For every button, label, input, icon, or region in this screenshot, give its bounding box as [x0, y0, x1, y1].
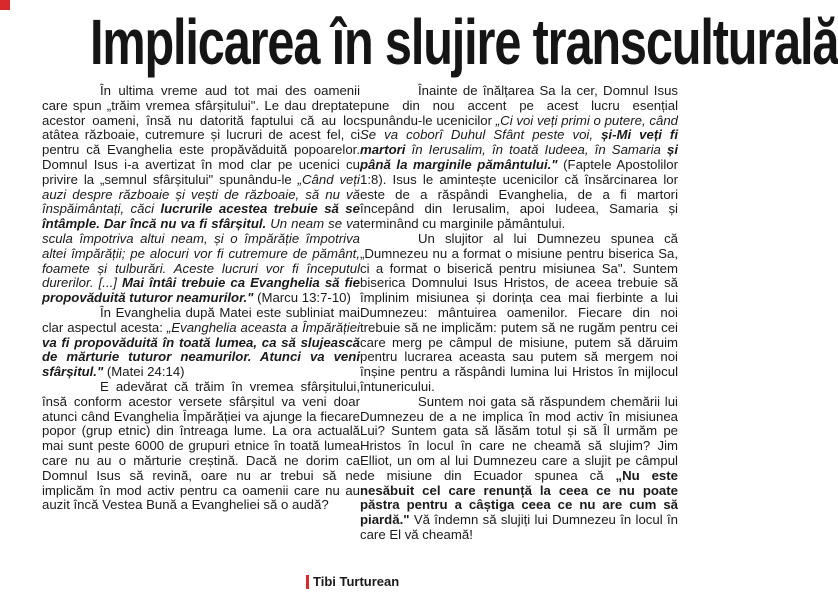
paragraph — [360, 84, 678, 232]
quote-text: Un neam se va scula împotriva altui neam, și o împărăție împotriva altei împărății; pe alocuri vor fi cutremure de pământ, foamete și tulburări. Aceste lucruri vor fi începutul durerilor. [...] — [42, 216, 360, 291]
quote-text: în Ierusalim, în toată Iudeea, în Samaria — [405, 142, 667, 158]
quote-text: „Când veți auzi despre războaie și vești de războaie, să nu vă înspăimântați — [42, 171, 360, 217]
emphasis-text: Mai întâi trebuie ca Evanghelia să fie propovăduită tuturor neamurilor." — [42, 275, 360, 306]
left-column — [42, 84, 360, 584]
article-title: Implicarea în slujire transculturală — [90, 6, 838, 78]
right-column — [360, 84, 678, 584]
paragraph: E adevărat că trăim în vremea sfârșitului, însă conform acestor versete sfârșitul va veni doar atunci când Evanghelia Împărăției va ajunge la fiecare popor (grup etnic) din întreaga lume. La ora actuală mai sunt peste 6000 de grupuri etnice în toată lumea care nu au o mărturie creștină. Dacă ne dorim ca Domnul Isus să revină, oare nu ar trebui să ne implicăm în mod activ pentru ca oamenii care nu au auzit încă Vestea Bună a Evangheliei să o audă? — [42, 378, 360, 513]
paragraph — [42, 306, 360, 380]
reference-text: (Matei 24:14) — [103, 364, 185, 380]
quote-text: „Ci voi veți primi o putere, când Se va coborî Duhul Sfânt peste voi, — [360, 112, 678, 143]
text-run: (Faptele Apostolilor 1:8). Isus le amintește ucenicilor că însărcinarea lor este de a răspândi Evanghelia, de a fi martori începând din Ierusalim, apoi Iudeea, Samaria și terminând cu marginile pământului. — [360, 156, 678, 232]
emphasis-text: „Nu este nesăbuit cel care renunță la ceea ce nu poate păstra pentru a câștiga ceea ce nu are cum să piardă." — [360, 467, 678, 528]
emphasis-text: și-Mi veți fi martori — [360, 127, 678, 158]
paragraph — [360, 395, 678, 543]
corner-accent — [0, 0, 10, 10]
text-run: În Evanghelia după Matei este subliniat mai clar aspectul acesta: — [42, 304, 360, 335]
emphasis-text: va fi propovăduită în toată lumea, ca să slujească de mărturie tuturor neamurilor. Atunci va veni sfârșitul." — [42, 334, 360, 380]
emphasis-text: lucrurile acestea trebuie să se întâmple. Dar încă nu va fi sfârșitul. — [42, 201, 360, 232]
text-run: În ultima vreme aud tot mai des oamenii care spun „trăim vremea sfârșitului". Le dau dreptate acestor oameni, însă nu datorită faptului că au loc atâtea războaie, cutremure și lucruri de acest fel, ci pentru că Evanghelia este propăvăduită popoarelor. Domnul Isus i-a avertizat în mod clar pe ucenici cu privire la „semnul sfârșitului" spunându-le — [42, 83, 360, 187]
emphasis-text: și până la marginile pământului." — [360, 142, 678, 172]
author-accent-bar — [306, 575, 309, 589]
text-run: Vă îndemn să slujiți lui Dumnezeu în locul în care El vă cheamă! — [360, 512, 678, 542]
quote-text: „Evanghelia aceasta a Împărăției — [166, 319, 360, 335]
paragraph — [42, 84, 360, 306]
text-run: Înainte de înălțarea Sa la cer, Domnul Isus pune din nou accent pe acest lucru esențial spunându-le ucenicilor — [360, 83, 678, 128]
author-byline — [306, 574, 399, 589]
author-name: Tibi Turturean — [313, 574, 400, 589]
article-body — [42, 84, 678, 584]
text-run: Suntem noi gata să răspundem chemării lui Dumnezeu de a ne implica în mod activ în misiunea Lui? Suntem gata să lăsăm totul și să Îl urmăm pe Hristos în locul în care ne cheamă să slujim? Jim Elliot, un om al lui Dumnezeu care a slujit pe câmpul de misiune din Ecuador spunea că — [360, 393, 678, 483]
paragraph: Un slujitor al lui Dumnezeu spunea că „Dumnezeu nu a format o misiune pentru biserica Sa, ci a format o biserică pentru misiunea Sa". Suntem biserica Domnului Isus Hristos, de aceea trebuie să împlinim misiunea și dorința cea mai fierbinte a lui Dumnezeu: mântuirea oamenilor. Fiecare din noi trebuie să ne implicăm: putem să ne rugăm pentru cei care merg pe câmpul de misiune, putem să dăruim pentru lucrarea aceasta sau putem să mergem noi înșine pentru a răspândi lumina lui Hristos în mijlocul întunericului. — [360, 230, 678, 394]
article-header — [0, 0, 838, 82]
quote-text: , căci — [120, 201, 161, 217]
reference-text: (Marcu 13:7-10) — [253, 290, 351, 306]
